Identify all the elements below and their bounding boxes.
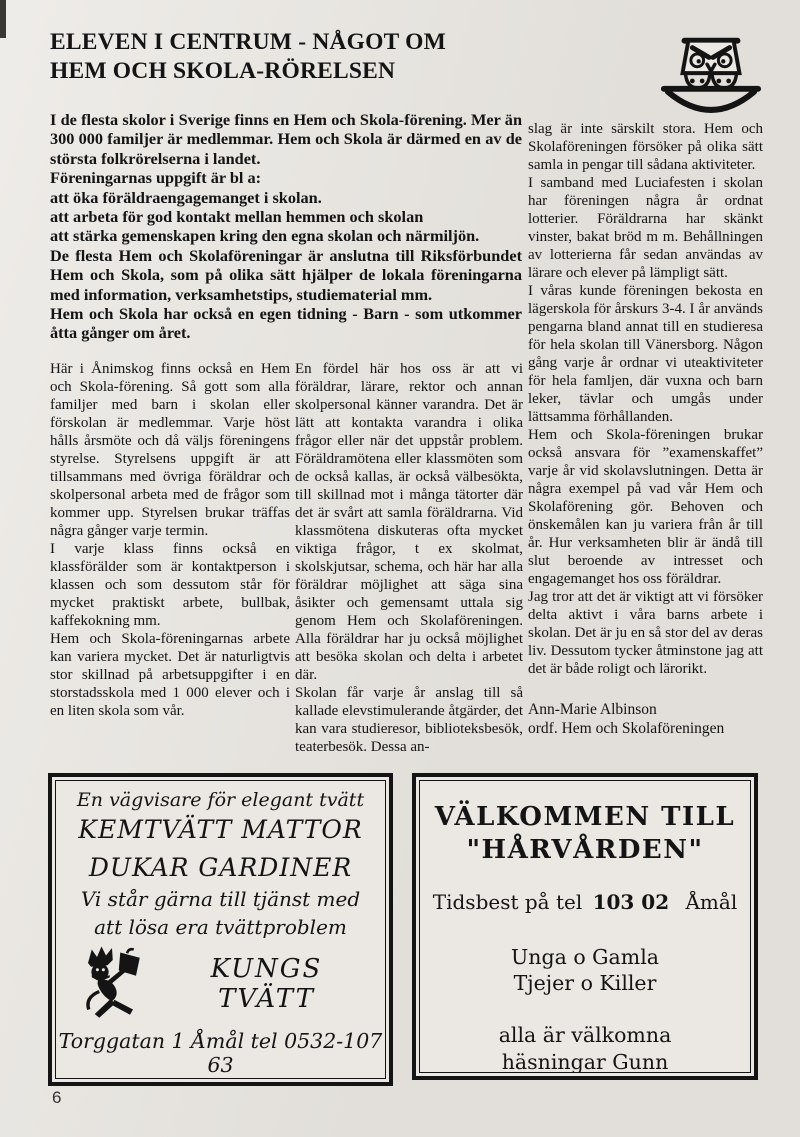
article-signature-item: Ann-Marie Albinson <box>528 701 657 718</box>
kungs-tagline: En vägvisare för elegant tvätt <box>76 789 365 811</box>
article-intro-item: att stärka gemenskapen kring den egna skolan och närmiljön. <box>50 226 480 246</box>
article-intro <box>50 110 522 343</box>
article-intro-item: Hem och Skola har också en egen tidning - Barn - som utkommer åtta gånger om året. <box>50 303 522 343</box>
king-cat-mascot-icon <box>72 945 158 1023</box>
article-column-3-text-item: I våras kunde föreningen bekosta en lägerskola för årskurs 3-4. I år används pengarna bland annat till en studieresa för hela skolan till Vänersborg. Någon gång varje år ordnar vi uteaktiviteter för hela famljen, där vuxna och barn leker, tävlar och umgås under lättsamma förhållanden. <box>528 283 763 425</box>
article-signature <box>528 700 763 739</box>
article-column-1 <box>50 360 290 720</box>
kungs-service-line1: KEMTVÄTT MATTOR <box>78 815 363 844</box>
kungs-pitch-line1: Vi står gärna till tjänst med <box>80 887 361 911</box>
harvarden-booking-line <box>420 890 750 914</box>
article-column-1-item: Här i Ånimskog finns också en Hem och Skola-förening. Så gott som alla familjer med barn i skolan eller förskolan är medlemmar. Varje höst hålls årsmöte och då väljs föreningens styrelse. Styrelsens uppgift är att tillsammans med övriga föräldrar och skolpersonal arbeta med de frågor som kommer upp. Styrelsen brukar träffas några gånger varje termin. <box>50 361 290 539</box>
owl-in-nest-logo-icon <box>656 30 764 128</box>
article-title <box>50 28 530 85</box>
harvarden-audience <box>420 944 750 996</box>
harvarden-title-line1: VÄLKOMMEN TILL <box>434 802 736 832</box>
article-column-3-text-item: slag är inte särskilt stora. Hem och Skolaföreningen försöker på olika sätt samla in pengar till sådana aktiviteter. <box>528 121 763 173</box>
ad-kungs-tvatt <box>48 773 393 1086</box>
harvarden-phone-number: 103 02 <box>592 890 670 914</box>
article-column-2-item: Skolan får varje år anslag till så kallade elevstimulerande åtgärder, det kan vara studieresor, biblioteksbesök, teaterbesök. Dessa an- <box>295 685 523 755</box>
kungs-brand-name: KUNGS TVÄTT <box>210 954 323 1015</box>
harvarden-title <box>420 801 750 866</box>
harvarden-closing <box>420 1022 750 1073</box>
article-column-1-item: I varje klass finns också en klassförälder som är kontaktperson i klassen och som dessutom står för mycket praktiskt arbete, bullbak, kaffekokning mm. <box>50 541 290 629</box>
kungs-brand-row <box>72 945 375 1023</box>
harvarden-audience-line1: Unga o Gamla <box>510 945 659 969</box>
article-column-3-text-item: Jag tror att det är viktigt att vi försöker delta aktivt i våra barns arbete i skolan. Det är ju en så stor del av deras liv. Dessutom tycker åtminstone jag att det är både roligt och lärorikt. <box>528 589 763 677</box>
harvarden-title-line2: "HÅRVÅRDEN" <box>466 834 704 865</box>
harvarden-city: Åmål <box>685 890 738 914</box>
article-signature-item: ordf. Hem och Skolaföreningen <box>528 720 725 738</box>
article-intro-item: att öka föräldraengagemanget i skolan. <box>50 187 322 207</box>
harvarden-closing-line1: alla är välkomna <box>498 1023 672 1048</box>
article-column-3-text-item: Hem och Skola-föreningen brukar också ansvara för ”examenskaffet” varje år vid skolavslutningen. Detta är några exempel på vad vår Hem och Skolaförening gör. Behoven och önskemålen kan ju variera från år till år. Hur verksamheten blir är ändå till slut beroende av intresset och engagemanget hos oss föräldrar. <box>528 427 763 587</box>
article-column-2-item: En fördel här hos oss är att vi föräldrar, lärare, rektor och annan skolpersonal känner varandra. Det är lätt att kontakta varandra i olika frågor eller när det uppstår problem. Föräldramötena eller klassmöten som de också kallas, är också välbesökta, till skillnad mot i många tätorter där det är svårt att samla föräldrarna. Vid klassmötena diskuteras ofta mycket viktiga frågor, t ex skolmat, skolskjutsar, schema, och här har alla föräldrar möjlighet att säga sina åsikter och gemensamt uttala sig genom Hem och Skolaföreningen. Alla föräldrar har ju också möjlighet att besöka skolan och delta i arbetet där. <box>295 361 523 683</box>
ad-kungs-tvatt-inner <box>55 780 386 1079</box>
article-column-3 <box>528 120 763 739</box>
article-title-line2: HEM OCH SKOLA-RÖRELSEN <box>50 57 396 84</box>
article-column-3-text <box>528 120 763 678</box>
article-intro-item: De flesta Hem och Skolaföreningar är anslutna till Riksförbundet Hem och Skola, som på olika sätt hjälper de lokala föreningarna med information, verksamhetstips, studiematerial mm. <box>50 245 522 304</box>
article-column-1-item: Hem och Skola-föreningarnas arbete kan variera mycket. Det är naturligtvis stor skillnad på arbetsuppgifter i en storstadsskola med 1 000 elever och i en liten skola som vår. <box>50 631 290 719</box>
ad-harvarden <box>412 773 758 1080</box>
article-intro-item: att arbeta för god kontakt mellan hemmen och skolan <box>50 206 424 226</box>
scan-edge-artifact <box>0 0 6 38</box>
article-intro-item: Föreningarnas uppgift är bl a: <box>50 168 262 188</box>
kungs-pitch-line2: att lösa era tvättproblem <box>94 914 347 939</box>
article-title-line1: ELEVEN I CENTRUM - NÅGOT OM <box>50 29 447 55</box>
article-column-3-text-item: I samband med Luciafesten i skolan har föreningen några år ordnat lotterier. Föräldrarna har skänkt vinster, bakat bröd m m. Behållningen av lotterierna får sedan användas av lärare och elever på lämpligt sätt. <box>528 175 763 281</box>
kungs-service-line2: DUKAR GARDINER <box>88 852 353 882</box>
page-number: 6 <box>52 1088 62 1107</box>
article-column-2 <box>295 360 523 756</box>
harvarden-closing-line2: häsningar Gunn <box>501 1049 669 1073</box>
ad-harvarden-inner <box>419 780 751 1073</box>
harvarden-booking-prefix: Tidsbest på tel <box>432 890 583 914</box>
kungs-address: Torggatan 1 Åmål tel 0532-107 63 <box>58 1029 383 1078</box>
article-intro-item: I de flesta skolor i Sverige finns en Hem och Skola-förening. Mer än 300 000 familjer är medlemmar. Hem och Skola är därmed en av de största folkrörelserna i landet. <box>50 110 522 168</box>
harvarden-audience-line2: Tjejer o Killer <box>513 971 657 996</box>
